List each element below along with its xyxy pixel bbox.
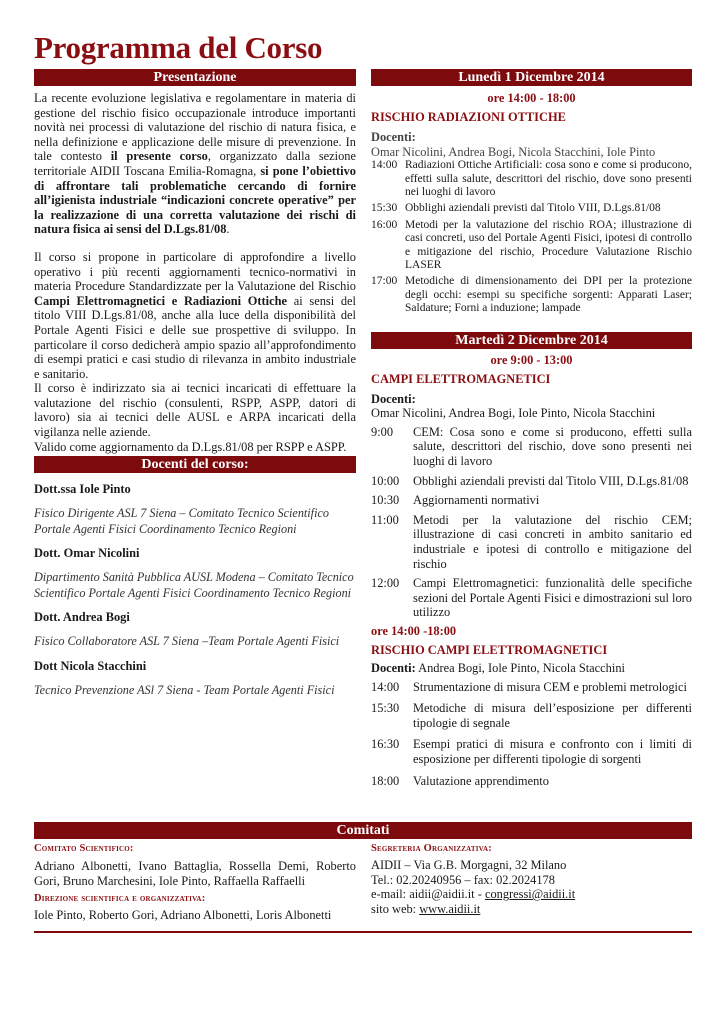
comitati-right xyxy=(371,843,692,916)
day1-heading: Lunedì 1 Dicembre 2014 xyxy=(371,69,692,86)
text-bold: si pone l’obiettivo di affrontare tali problematiche cercando di fornire all’igienista industriale “indicazioni concrete operative” per la realizzazione di una corretta valutazione dei rischi di natura fisica ai sensi del D.Lgs.81/08 xyxy=(34,163,357,237)
direzione-label: Direzione scientifica e organizzativa: xyxy=(34,893,206,905)
schedule-time: 14:00 xyxy=(371,159,398,172)
day2-topic: CAMPI ELETTROMAGNETICI xyxy=(371,371,551,386)
day2-afternoon-schedule xyxy=(371,680,692,789)
day1-docenti-label: Docenti: xyxy=(371,130,416,144)
docenti-heading: Docenti del corso: xyxy=(34,456,356,473)
segreteria-website xyxy=(371,902,692,917)
teacher-name: Dott. Andrea Bogi xyxy=(34,610,130,625)
schedule-desc: Obblighi aziendali previsti dal Titolo VIII, D.Lgs.81/08 xyxy=(405,202,661,215)
teacher-description: Dipartimento Sanità Pubblica AUSL Modena – Comitato Tecnico Scientifico Portale Agenti Fisici Coordinamento Tecnico Regioni xyxy=(34,570,354,600)
presentazione-paragraph-2 xyxy=(34,250,356,381)
schedule-row xyxy=(371,513,692,571)
day2-heading: Martedì 2 Dicembre 2014 xyxy=(371,332,692,349)
schedule-row xyxy=(371,202,692,215)
text-bold: Campi Elettromagnetici e Radiazioni Ottiche xyxy=(34,293,288,308)
schedule-row xyxy=(371,576,692,620)
schedule-row xyxy=(371,425,692,469)
schedule-time: 11:00 xyxy=(371,512,399,527)
segreteria-phone: Tel.: 02.20240956 – fax: 02.2024178 xyxy=(371,872,555,887)
schedule-time: 17:00 xyxy=(371,275,398,288)
teacher-description: Fisico Dirigente ASL 7 Siena – Comitato Tecnico Scientifico Portale Agenti Fisici Coordinamento Tecnico Regioni xyxy=(34,506,329,536)
schedule-desc: Esempi pratici di misura e confronto con i limiti di esposizione per differenti tipologie di sorgenti xyxy=(413,737,692,766)
docenti-list xyxy=(34,482,356,698)
docenti-names: Andrea Bogi, Iole Pinto, Nicola Stacchini xyxy=(415,660,625,675)
schedule-desc: CEM: Cosa sono e come si producono, effetti sulla salute, descrittori del rischio, dove sono presenti nei luoghi di lavoro xyxy=(413,424,692,469)
schedule-desc: Radiazioni Ottiche Artificiali: cosa sono e come si producono, effetti sulla salute, descrittori del rischio, dove sono presenti nei luoghi di lavoro xyxy=(405,159,692,198)
schedule-desc: Metodi per la valutazione del rischio CEM; illustrazione di casi concreti in ambito sanitario ed industriale e ipotesi di controllo e mitigazione del rischio xyxy=(413,512,692,571)
schedule-row xyxy=(371,774,692,789)
comitato-scientifico-names: Adriano Albonetti, Ivano Battaglia, Rossella Demi, Roberto Gori, Bruno Marchesini, Iole Pinto, Raffaella Raffaelli xyxy=(34,859,356,888)
right-column xyxy=(371,69,692,788)
text-span: La recente evoluzione legislativa e regolamentare in materia di gestione del rischio fisico occupazionale introduce importanti novità nei processi di valutazione del rischio di natura fisica, e nella definizione e applicazione delle misure di prevenzione. In tale contesto xyxy=(34,91,356,164)
text-bold: il presente corso xyxy=(110,149,208,164)
presentazione-paragraph-3: Il corso è indirizzato sia ai tecnici incaricati di effettuare la valutazione del rischio (consulenti, RSPP, ASPP, datori di lavoro) sia ai tecnici delle AUSL e ARPA incaricati della vigilanza nelle aziende. xyxy=(34,381,356,440)
schedule-time: 15:30 xyxy=(371,202,398,215)
schedule-time: 18:00 xyxy=(371,773,400,788)
schedule-desc: Obblighi aziendali previsti dal Titolo VIII, D.Lgs.81/08 xyxy=(413,473,689,488)
comitati-left xyxy=(34,843,356,923)
schedule-desc: Valutazione apprendimento xyxy=(413,773,549,788)
schedule-row xyxy=(371,275,692,315)
page-title: Programma del Corso xyxy=(34,30,323,65)
schedule-desc: Metodiche di misura dell’esposizione per differenti tipologie di segnale xyxy=(413,701,692,730)
teacher-name: Dott. Omar Nicolini xyxy=(34,546,140,561)
schedule-row xyxy=(371,680,692,695)
comitati-bar xyxy=(34,822,692,839)
schedule-time: 16:30 xyxy=(371,737,400,752)
text-span: ai sensi del titolo VIII D.Lgs.81/08, anche alla luce della disponibilità del Portale Agenti Fisici e delle sue prospettive di sviluppo. In particolare il corso dedicherà ampio spazio all’approfondimento di esempi pratici e casi studio di rilevanza in ambito industriale e sanitario. xyxy=(34,293,356,381)
teacher-description: Fisico Collaboratore ASL 7 Siena –Team Portale Agenti Fisici xyxy=(34,634,340,649)
schedule-desc: Aggiornamenti normativi xyxy=(413,493,540,508)
teacher-name: Dott Nicola Stacchini xyxy=(34,658,147,673)
schedule-time: 16:00 xyxy=(371,218,398,231)
segreteria-label: Segreteria Organizzativa: xyxy=(371,843,492,854)
teacher-description: Tecnico Prevenzione ASl 7 Siena - Team Portale Agenti Fisici xyxy=(34,682,335,697)
schedule-time: 10:30 xyxy=(371,493,400,508)
presentazione-paragraph-4: Valido come aggiornamento da D.Lgs.81/08 per RSPP e ASPP. xyxy=(34,439,347,454)
day1-docenti-names: Omar Nicolini, Andrea Bogi, Nicola Stacchini, Iole Pinto xyxy=(371,144,656,159)
schedule-desc: Metodiche di dimensionamento dei DPI per la protezione degli occhi: esempi su specifiche sorgenti: Apparati Laser; Saldature; Forni a induzione; lampade xyxy=(405,275,692,315)
day2-docenti-label: Docenti: xyxy=(371,391,416,406)
segreteria-address: AIDII – Via G.B. Morgagni, 32 Milano xyxy=(371,858,567,872)
day2-afternoon-time: ore 14:00 -18:00 xyxy=(371,623,457,638)
schedule-row xyxy=(371,219,692,273)
schedule-row xyxy=(371,474,692,489)
web-prefix: sito web: xyxy=(371,901,420,916)
segreteria-email xyxy=(371,887,692,902)
schedule-time: 14:00 xyxy=(371,679,400,694)
day1-time: ore 14:00 - 18:00 xyxy=(487,91,576,105)
schedule-time: 15:30 xyxy=(371,701,400,716)
schedule-row xyxy=(371,701,692,730)
website-link[interactable]: www.aidii.it xyxy=(419,901,481,916)
email-link[interactable]: congressi@aidii.it xyxy=(484,887,576,902)
day2-afternoon-docenti xyxy=(371,661,692,676)
teacher-name: Dott.ssa Iole Pinto xyxy=(34,482,131,497)
comitato-scientifico-label: Comitato Scientifico: xyxy=(34,843,134,854)
day2-afternoon-topic: RISCHIO CAMPI ELETTROMAGNETICI xyxy=(371,642,608,657)
text-span: . xyxy=(226,222,230,237)
schedule-time: 9:00 xyxy=(371,424,394,439)
presentazione-paragraph-1 xyxy=(34,91,356,237)
presentazione-heading: Presentazione xyxy=(34,69,356,86)
direzione-names: Iole Pinto, Roberto Gori, Adriano Albonetti, Loris Albonetti xyxy=(34,908,332,923)
schedule-desc: Metodi per la valutazione del rischio ROA; illustrazione di casi concreti, uso del Portale Agenti Fisici, ipotesi di controllo e mitigazione del rischio, Procedure Valutazione Rischio LASER xyxy=(405,218,692,272)
day1-schedule xyxy=(371,159,692,315)
schedule-row xyxy=(371,493,692,508)
day2-docenti-names: Omar Nicolini, Andrea Bogi, Iole Pinto, Nicola Stacchini xyxy=(371,406,656,421)
left-column xyxy=(34,69,356,698)
schedule-row xyxy=(371,159,692,199)
schedule-time: 12:00 xyxy=(371,576,400,591)
page xyxy=(34,0,692,1024)
schedule-desc: Strumentazione di misura CEM e problemi metrologici xyxy=(413,679,687,694)
text-span: Il corso si propone in particolare di approfondire a livello operativo i più recenti aggiornamenti tecnico-normativi in materia Procedure Standardizzate per la Valutazione del Rischio xyxy=(34,249,356,294)
bottom-divider xyxy=(34,931,692,933)
schedule-desc: Campi Elettromagnetici: funzionalità delle specifiche sezioni del Portale Agenti Fisici e dimostrazioni sul loro utilizzo xyxy=(413,576,692,620)
schedule-row xyxy=(371,737,692,766)
comitati-heading: Comitati xyxy=(34,822,692,839)
email-prefix: e-mail: aidii@aidii.it - xyxy=(371,887,485,902)
schedule-time: 10:00 xyxy=(371,473,400,488)
docenti-label: Docenti: xyxy=(371,660,416,675)
day2-time: ore 9:00 - 13:00 xyxy=(490,352,573,367)
day2-schedule xyxy=(371,425,692,620)
day1-topic: RISCHIO RADIAZIONI OTTICHE xyxy=(371,110,566,124)
text-span: , organizzato dalla sezione territoriale AIDII Toscana Emilia-Romagna, xyxy=(34,149,357,178)
